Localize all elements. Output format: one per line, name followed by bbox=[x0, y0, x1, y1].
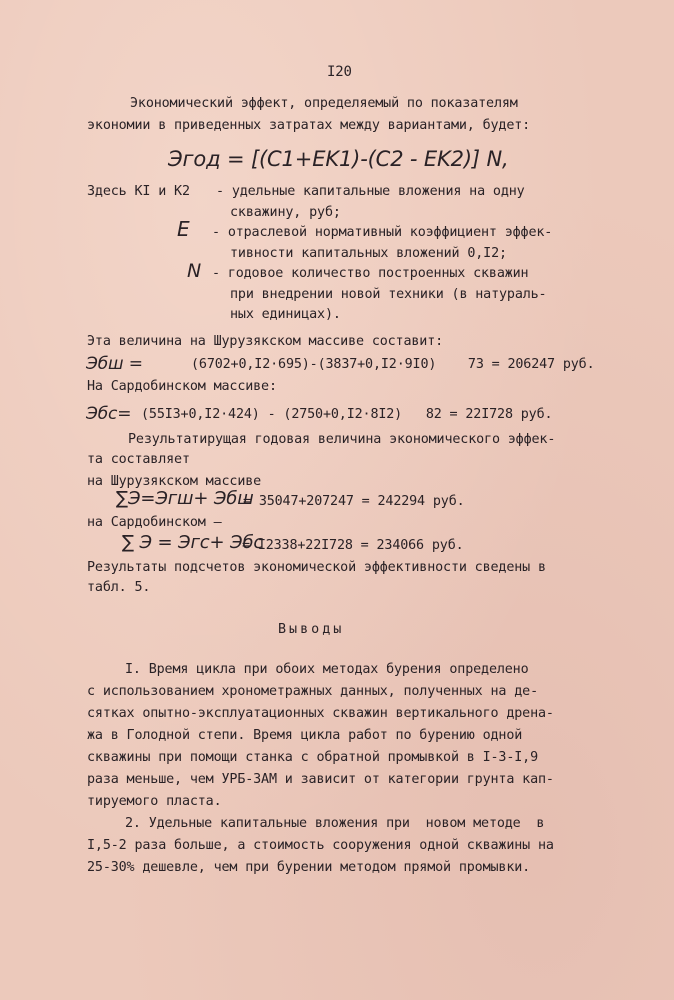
def-n-symbol: N bbox=[187, 260, 202, 282]
p1-line-2: с использованием хронометражных данных, полученных на де- bbox=[87, 684, 538, 699]
formula-main: Эгод = [(C1+EK1)-(C2 - EK2)] N, bbox=[168, 147, 509, 171]
def-k-line-2: скважину, руб; bbox=[230, 205, 341, 220]
sardob-label: Эбс= bbox=[86, 404, 132, 424]
conclusions-heading: Выводы bbox=[278, 622, 345, 637]
p2-line-3: 25-30% дешевле, чем при бурении методом прямой промывки. bbox=[87, 860, 531, 875]
sardob-intro: На Сардобинском массиве: bbox=[87, 379, 277, 394]
summary-line-1: Результаты подсчетов экономической эффективности сведены в bbox=[87, 560, 546, 575]
def-k-line-1: - удельные капитальные вложения на одну bbox=[216, 184, 525, 199]
shuruz-formula: (6702+0,I2·695)-(3837+0,I2·9I0) 73 = 206247 руб. bbox=[191, 357, 595, 372]
result-line-3: на Шурузякском массиве bbox=[87, 474, 262, 489]
p2-line-1: 2. Удельные капитальные вложения при новом методе в bbox=[125, 816, 545, 831]
shuruz-intro: Эта величина на Шурузякском массиве составит: bbox=[87, 334, 444, 349]
def-n-line-3: ных единицах). bbox=[230, 307, 341, 322]
p1-line-5: скважины при помощи станка с обратной промывкой в I-3-I,9 bbox=[87, 750, 538, 765]
shuruz-label: Эбш = bbox=[86, 354, 143, 374]
def-e-symbol: E bbox=[177, 217, 190, 241]
def-e-line-1: - отраслевой нормативный коэффициент эффек- bbox=[212, 225, 553, 240]
def-n-line-2: при внедрении новой техники (в натураль- bbox=[230, 287, 547, 302]
sum2-formula: = I2338+22I728 = 234066 руб. bbox=[242, 538, 464, 553]
result-line-1: Результатирущая годовая величина экономического эффек- bbox=[128, 432, 556, 447]
intro-line-2: экономии в приведенных затратах между вариантами, будет: bbox=[87, 118, 531, 133]
p1-line-4: жа в Голодной степи. Время цикла работ по бурению одной bbox=[87, 728, 523, 743]
def-k-symbol: Здесь KI и K2 bbox=[87, 184, 190, 199]
p1-line-7: тируемого пласта. bbox=[87, 794, 222, 809]
p2-line-2: I,5-2 раза больше, а стоимость сооружения одной скважины на bbox=[87, 838, 554, 853]
sardob-formula: (55I3+0,I2·424) - (2750+0,I2·8I2) 82 = 22I728 руб. bbox=[141, 407, 553, 422]
result-line-2: та составляет bbox=[87, 452, 190, 467]
def-e-line-2: тивности капитальных вложений 0,I2; bbox=[230, 246, 507, 261]
p1-line-3: сятках опытно-эксплуатационных скважин вертикального дрена- bbox=[87, 706, 554, 721]
sum2-label: ∑ Э = Эгс+ Эбс bbox=[122, 532, 264, 553]
summary-line-2: табл. 5. bbox=[87, 580, 151, 595]
def-n-line-1: - годовое количество построенных скважин bbox=[212, 266, 529, 281]
sardob2: на Сардобинском — bbox=[87, 515, 222, 530]
p1-line-1: I. Время цикла при обоих методах бурения определено bbox=[125, 662, 529, 677]
sum1-label: ∑Э=Эгш+ Эбш bbox=[116, 488, 254, 509]
sum1-formula: = 35047+207247 = 242294 руб. bbox=[243, 494, 465, 509]
intro-line-1: Экономический эффект, определяемый по показателям bbox=[130, 96, 518, 111]
page-number: I20 bbox=[327, 64, 352, 80]
p1-line-6: раза меньше, чем УРБ-ЗАМ и зависит от категории грунта кап- bbox=[87, 772, 554, 787]
